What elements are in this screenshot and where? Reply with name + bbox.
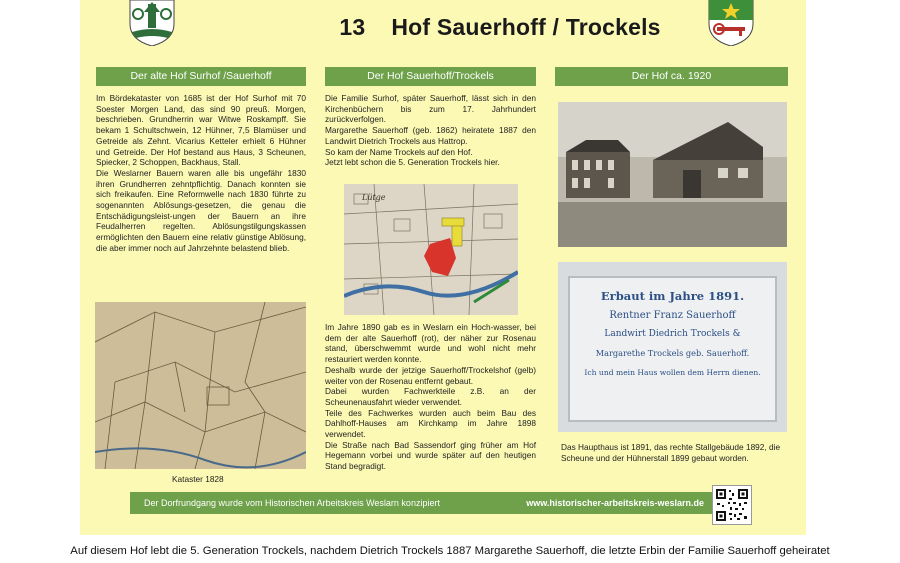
left-paragraph-1: Im Bördekataster von 1685 ist der Hof Surhof mit 70 Soester Morgen Land, das sind 90 preuß. Morgen, beschrieben. Grundherrin war Witwe Roskampff. Sie bekam 1 Schultschwein, 12 Hühner, 7,5 Blamüser und Getreide als Zehnt. Vicarius Ketteler erhielt 6 Hühner und Getreide. Der Hof bestand aus Haus, 3 Scheunen, Spiecker, 2 Schoppen, Backhaus, Stall. — [96, 93, 306, 168]
middle-paragraph-4: Jetzt lebt schon die 5. Generation Trockels hier. — [325, 157, 500, 168]
middle-column-heading: Der Hof Sauerhoff/Trockels — [325, 67, 536, 86]
map-place-label: Lütge — [362, 193, 386, 202]
footer-bar — [130, 492, 718, 514]
kataster-1828-map-image — [95, 302, 306, 469]
middle-paragraph-9: Die Straße nach Bad Sassendorf ging früher am Hof Hegemann vorbei und wurde später auf den heutigen Stand begradigt. — [325, 439, 536, 472]
stone-line-5: Ich und mein Haus wollen dem Herrn dienen. — [584, 368, 761, 377]
stone-line-1: Erbaut im Jahre 1891. — [600, 289, 745, 303]
left-column — [96, 67, 306, 254]
middle-column-text-top — [325, 93, 536, 168]
left-paragraph-2: Die Weslarner Bauern waren alle bis ungefähr 1830 ihren Grundherren zehntpflichtig. Danach konnten sie sich freikaufen. Eine Reformwelle nach 1830 führte zu sogenannten Ablösungs-gesetzen, die genau die Entschädigungsleist-ungen der Bauern an ihre Feudalherren regelten. Ablösungstilgungskassen ermöglichten den Bauern eine relativ günstige Ablösung, die aber immer noch auf Jahrzehnte belastend blieb. — [96, 167, 306, 253]
station-title: Hof Sauerhoff / Trockels — [391, 14, 661, 40]
middle-paragraph-3: So kam der Name Trockels auf den Hof. — [325, 146, 473, 157]
info-board — [80, 0, 806, 535]
middle-paragraph-6: Deshalb wurde der jetzige Sauerhoff/Trockelshof (gelb) weiter von der Rosenau entfernt gebaut. — [325, 364, 536, 386]
footer-website-link[interactable]: www.historischer-arbeitskreis-weslarn.de — [526, 498, 704, 508]
right-column-heading: Der Hof ca. 1920 — [555, 67, 788, 86]
middle-paragraph-2: Margarethe Sauerhoff (geb. 1862) heiratete 1887 den Landwirt Dietrich Trockels aus Hattrop. — [325, 125, 536, 146]
middle-paragraph-7: Dabei wurden Fachwerkteile z.B. an der Scheunenausfahrt wieder verwendet. — [325, 386, 536, 407]
farm-1920-photo — [558, 102, 787, 247]
left-coat-of-arms-icon — [128, 0, 176, 46]
kataster-caption: Kataster 1828 — [172, 474, 224, 484]
stone-line-3: Landwirt Diedrich Trockels & — [604, 329, 741, 339]
middle-column-text-bottom — [325, 322, 536, 472]
village-map-image — [344, 184, 518, 315]
farm-caption: Das Haupthaus ist 1891, das rechte Stallgebäude 1892, die Scheune und der Hühnerstall 1899 gebaut worden. — [561, 442, 781, 463]
stone-line-2: Rentner Franz Sauerhoff — [609, 310, 736, 321]
right-column — [555, 67, 788, 86]
middle-paragraph-8: Teile des Fachwerkes wurden auch beim Bau des Dahlhoff-Hauses am Kirchkamp im Jahre 1898 verwendet. — [325, 407, 536, 440]
footer-credit: Der Dorfrundgang wurde vom Historischen Arbeitskreis Weslarn konzipiert — [144, 498, 440, 508]
qr-code-icon[interactable] — [712, 485, 752, 525]
station-number: 13 — [339, 14, 366, 40]
inscription-panel — [568, 276, 777, 422]
inscription-stone-photo — [558, 262, 787, 432]
middle-paragraph-5: Im Jahre 1890 gab es in Weslarn ein Hoch-wasser, bei dem der alte Sauerhoff (rot), der näher zur Rosenau stand, überschwemmt wurde und wohl nicht mehr restauriert werden konnte. — [325, 322, 536, 365]
middle-paragraph-1: Die Familie Surhof, später Sauerhoff, lässt sich in den Kirchenbüchern bis zum 17. Jahrhundert zurückverfolgen. — [325, 93, 536, 125]
left-column-text — [96, 93, 306, 254]
middle-column — [325, 67, 536, 168]
page-title — [260, 14, 740, 41]
stone-line-4: Margarethe Trockels geb. Sauerhoff. — [595, 348, 750, 358]
bottom-caption: Auf diesem Hof lebt die 5. Generation Trockels, nachdem Dietrich Trockels 1887 Margarethe Sauerhoff, die letzte Erbin der Familie Sauerhoff geheiratet — [70, 545, 830, 557]
left-column-heading: Der alte Hof Surhof /Sauerhoff — [96, 67, 306, 86]
